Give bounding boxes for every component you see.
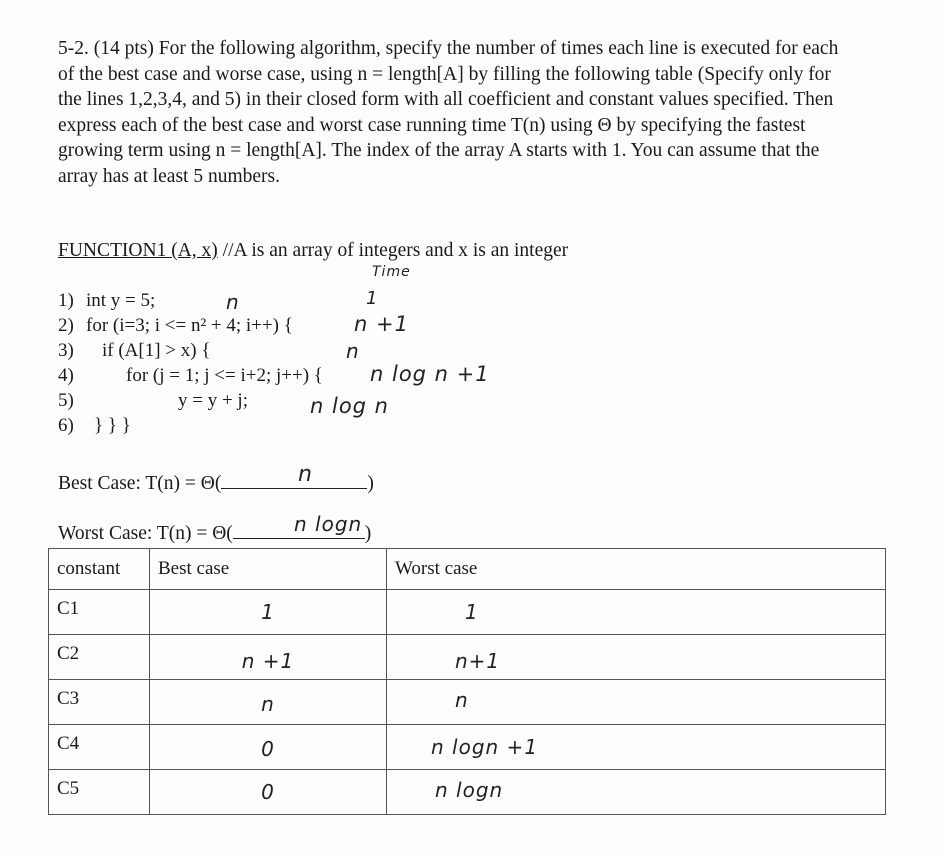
code-line-6: 6) } } } bbox=[58, 415, 131, 436]
header-constant: constant bbox=[49, 549, 150, 590]
annotation-line5: n log n bbox=[310, 394, 389, 418]
annotation-line1-left: n bbox=[226, 290, 240, 314]
annotation-line4: n log n +1 bbox=[370, 362, 490, 386]
code-line-2: 2) for (i=3; i <= n² + 4; i++) { bbox=[58, 315, 293, 336]
problem-statement: 5-2. (14 pts) For the following algorithm, specify the number of times each line is executed for each of the best case and worse case, using n = length[A] by filling the following table (Specify only for the lines 1,2,3,4, and 5) in their closed form with all coefficient and constant values specified. Then express each of the best case and worst case running time T(n) using Θ by specifying the fastest growing term using n = length[A]. The index of the array A starts with 1. You can assume that the array has at least 5 numbers. bbox=[58, 38, 839, 187]
execution-count-table bbox=[48, 548, 886, 815]
table-row: C5 0 n logn bbox=[49, 770, 886, 815]
table-header-row bbox=[49, 549, 886, 590]
worst-case-line: Worst Case: T(n) = Θ( ) bbox=[58, 520, 371, 545]
function-name: FUNCTION1 (A, x) bbox=[58, 240, 218, 261]
best-case-answer: n bbox=[298, 462, 313, 487]
worst-case-answer: n logn bbox=[294, 512, 363, 536]
function-header bbox=[58, 240, 568, 262]
time-label: Time bbox=[372, 264, 411, 280]
table-row: C3 n n bbox=[49, 680, 886, 725]
code-line-1: 1) int y = 5; bbox=[58, 290, 156, 311]
best-case-blank bbox=[221, 470, 367, 489]
table-row: C4 0 n logn +1 bbox=[49, 725, 886, 770]
annotation-line2: n +1 bbox=[354, 312, 409, 336]
table-row: C1 1 1 bbox=[49, 590, 886, 635]
code-line-3: 3) if (A[1] > x) { bbox=[58, 340, 211, 361]
header-best-case: Best case bbox=[150, 549, 387, 590]
function-comment: //A is an array of integers and x is an integer bbox=[217, 240, 569, 261]
best-case-line: Best Case: T(n) = Θ( ) bbox=[58, 470, 374, 495]
table-row: C2 n +1 n+1 bbox=[49, 635, 886, 680]
annotation-line3: n bbox=[346, 339, 360, 363]
code-line-5: 5) y = y + j; bbox=[58, 390, 248, 411]
annotation-line1: 1 bbox=[366, 288, 379, 309]
code-line-4: 4) for (j = 1; j <= i+2; j++) { bbox=[58, 365, 323, 386]
header-worst-case: Worst case bbox=[387, 549, 886, 590]
